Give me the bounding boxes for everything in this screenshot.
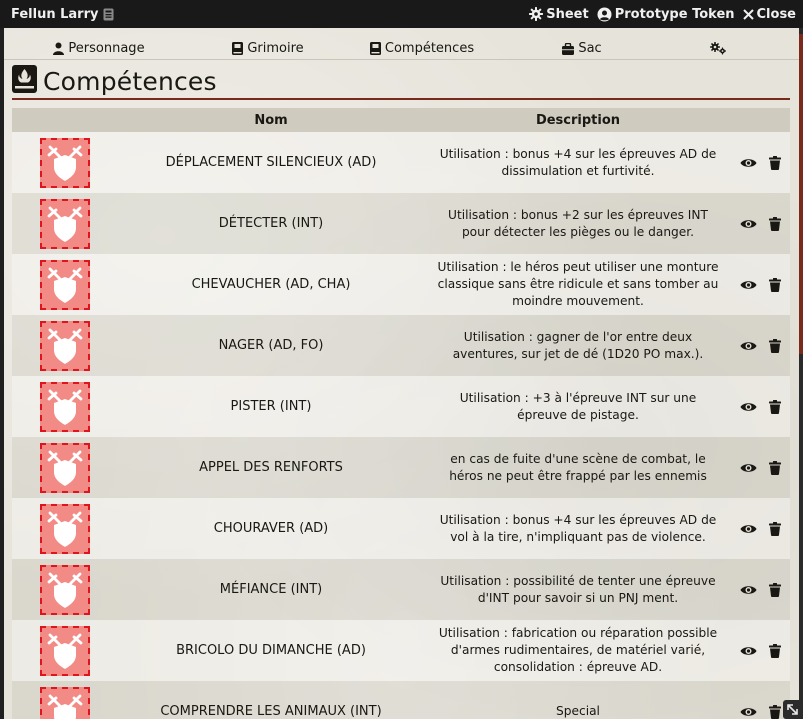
eye-icon[interactable] (740, 523, 757, 535)
skill-name: COMPRENDRE LES ANIMAUX (INT) (160, 704, 382, 719)
window-title: Fellun Larry (11, 6, 99, 22)
trash-icon[interactable] (769, 156, 781, 170)
skill-image[interactable] (40, 443, 90, 493)
shield-swords-icon (45, 448, 85, 488)
trash-icon[interactable] (769, 278, 781, 292)
resize-icon (787, 700, 798, 719)
eye-icon[interactable] (740, 218, 757, 230)
skill-image[interactable] (40, 321, 90, 371)
user-circle-icon (597, 7, 612, 22)
book-icon (232, 42, 243, 55)
trash-icon[interactable] (769, 583, 781, 597)
tab-personnage-label: Personnage (68, 41, 145, 56)
section-header (12, 64, 217, 98)
skill-image[interactable] (40, 626, 90, 676)
table-row (12, 437, 790, 498)
id-card-icon[interactable] (103, 8, 114, 21)
table-row (12, 132, 790, 193)
eye-icon[interactable] (740, 401, 757, 413)
scrollbar[interactable] (799, 28, 803, 719)
gears-icon (710, 42, 727, 55)
shield-swords-icon (45, 265, 85, 305)
skill-description: Utilisation : fabrication ou réparation possible d'armes rudimentaires, de matériel varié, consolidation : épreuve AD. (438, 626, 718, 674)
scrollbar-thumb[interactable] (799, 34, 803, 354)
sheet-content (4, 28, 799, 719)
table-row (12, 254, 790, 315)
shield-swords-icon (45, 631, 85, 671)
skill-description: Utilisation : le héros peut utiliser une monture classique sans être ridicule et sans tomber au moindre mouvement. (437, 260, 719, 308)
tab-grimoire-label: Grimoire (247, 41, 304, 56)
shield-swords-icon (45, 570, 85, 610)
tab-competences-label: Compétences (384, 41, 475, 56)
sheet-button-label: Sheet (546, 6, 589, 22)
shield-swords-icon (45, 509, 85, 549)
eye-icon[interactable] (740, 340, 757, 352)
trash-icon[interactable] (769, 522, 781, 536)
eye-icon[interactable] (740, 706, 757, 718)
header-description: Description (535, 112, 621, 128)
eye-icon[interactable] (740, 584, 757, 596)
skill-image[interactable] (40, 565, 90, 615)
trash-icon[interactable] (769, 400, 781, 414)
shield-swords-icon (45, 326, 85, 366)
skills-table (12, 132, 790, 719)
gear-icon (529, 7, 543, 21)
skill-name: PISTER (INT) (230, 399, 312, 414)
trash-icon[interactable] (769, 339, 781, 353)
skill-name: BRICOLO DU DIMANCHE (AD) (176, 643, 366, 658)
skill-name: DÉPLACEMENT SILENCIEUX (AD) (165, 155, 377, 170)
tab-grimoire[interactable] (194, 38, 342, 59)
table-header (12, 108, 790, 132)
skill-name: NAGER (AD, FO) (218, 338, 324, 353)
table-row (12, 498, 790, 559)
skill-description: Special (556, 704, 600, 718)
skill-description: Utilisation : bonus +4 sur les épreuves AD de dissimulation et furtivité. (439, 146, 717, 178)
skill-name: APPEL DES RENFORTS (199, 460, 343, 475)
tab-sac-label: Sac (578, 41, 602, 56)
tab-personnage[interactable] (4, 38, 194, 59)
user-icon (53, 42, 64, 55)
trash-icon[interactable] (769, 461, 781, 475)
skill-image[interactable] (40, 382, 90, 432)
resize-handle[interactable] (783, 700, 802, 719)
skill-description: en cas de fuite d'une scène de combat, le héros ne peut être frappé par les ennemis (449, 451, 707, 483)
table-row (12, 620, 790, 681)
book-icon (370, 42, 381, 55)
skill-description: Utilisation : +3 à l'épreuve INT sur une épreuve de pistage. (459, 390, 697, 422)
eye-icon[interactable] (740, 157, 757, 169)
prototype-token-label: Prototype Token (614, 6, 735, 22)
eye-icon[interactable] (740, 462, 757, 474)
tab-settings[interactable] (662, 38, 774, 59)
skill-description: Utilisation : gagner de l'or entre deux aventures, sur jet de dé (1D20 PO max.). (452, 329, 704, 361)
sheet-tabs (4, 38, 799, 60)
shield-swords-icon (45, 387, 85, 427)
skill-image[interactable] (40, 260, 90, 310)
bag-icon (562, 43, 574, 55)
skill-description: Utilisation : possibilité de tenter une épreuve d'INT pour savoir si un PNJ ment. (440, 573, 716, 605)
trash-icon[interactable] (769, 217, 781, 231)
eye-icon[interactable] (740, 279, 757, 291)
close-button[interactable] (743, 7, 796, 22)
window-title-group (11, 7, 114, 22)
trash-icon[interactable] (769, 705, 781, 719)
skill-name: DÉTECTER (INT) (218, 216, 324, 231)
table-row (12, 315, 790, 376)
skill-description: Utilisation : bonus +4 sur les épreuves AD de vol à la tire, n'impliquant pas de violence. (439, 512, 717, 544)
book-icon (12, 65, 37, 97)
tab-competences[interactable] (342, 38, 502, 59)
table-row (12, 376, 790, 437)
skill-description: Utilisation : bonus +2 sur les épreuves INT pour détecter les pièges ou le danger. (448, 207, 708, 239)
shield-swords-icon (45, 204, 85, 244)
shield-swords-icon (45, 143, 85, 183)
skill-name: CHOURAVER (AD) (213, 521, 329, 536)
section-divider (12, 98, 790, 100)
prototype-token-button[interactable] (597, 7, 735, 22)
eye-icon[interactable] (740, 645, 757, 657)
shield-swords-icon (45, 692, 85, 719)
table-row (12, 193, 790, 254)
tab-sac[interactable] (502, 38, 662, 59)
skill-name: MÉFIANCE (INT) (219, 582, 323, 597)
sheet-button[interactable] (529, 7, 588, 22)
table-row (12, 559, 790, 620)
trash-icon[interactable] (769, 644, 781, 658)
table-row (12, 681, 790, 719)
skill-name: CHEVAUCHER (AD, CHA) (191, 277, 351, 292)
close-button-label: Close (756, 6, 796, 22)
close-icon (743, 9, 754, 20)
header-name: Nom (254, 112, 288, 128)
skill-image[interactable] (40, 138, 90, 188)
window-titlebar (0, 0, 803, 28)
skill-image[interactable] (40, 199, 90, 249)
section-title: Compétences (43, 66, 217, 96)
skill-image[interactable] (40, 504, 90, 554)
skill-image[interactable] (40, 687, 90, 719)
